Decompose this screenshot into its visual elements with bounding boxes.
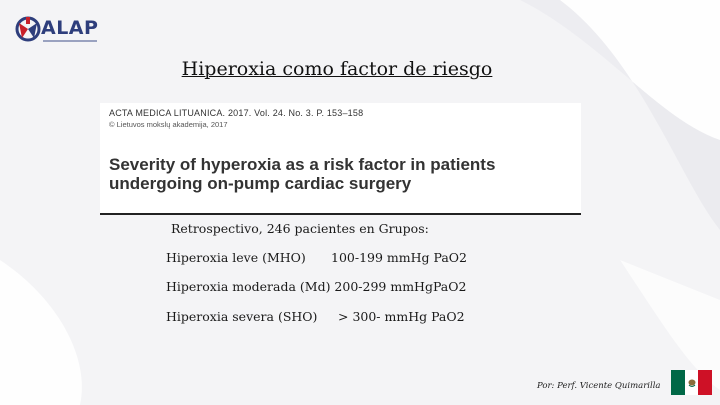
alap-logo-icon bbox=[14, 14, 42, 44]
flag-red-band bbox=[698, 370, 712, 395]
journal-citation: ACTA MEDICA LITUANICA. 2017. Vol. 24. No. 3. P. 153–158 bbox=[109, 108, 364, 118]
severe-hyperoxia-value: > 300- mmHg PaO2 bbox=[338, 309, 465, 324]
severe-hyperoxia-label: Hiperoxia severa (SHO) bbox=[166, 309, 318, 324]
article-header-image bbox=[100, 103, 581, 215]
flag-white-band bbox=[685, 370, 699, 395]
article-divider bbox=[100, 213, 581, 215]
flag-emblem-icon bbox=[685, 370, 699, 395]
mild-hyperoxia-label: Hiperoxia leve (MHO) bbox=[166, 250, 306, 265]
mild-hyperoxia-value: 100-199 mmHg PaO2 bbox=[331, 250, 467, 265]
mexico-flag-icon bbox=[671, 370, 712, 395]
author-credit: Por: Perf. Vicente Quimarilla bbox=[537, 381, 661, 391]
article-title: Severity of hyperoxia as a risk factor in patients undergoing on-pump cardiac surgery bbox=[109, 155, 496, 193]
study-design-line: Retrospectivo, 246 pacientes en Grupos: bbox=[171, 221, 429, 236]
copyright-line: © Lietuvos mokslų akademija, 2017 bbox=[109, 120, 228, 129]
moderate-hyperoxia-line: Hiperoxia moderada (Md) 200-299 mmHgPaO2 bbox=[166, 279, 467, 294]
logo-underline bbox=[43, 40, 97, 42]
slide-title: Hiperoxia como factor de riesgo bbox=[181, 58, 493, 80]
flag-green-band bbox=[671, 370, 685, 395]
logo-text: ALAP bbox=[41, 17, 99, 39]
alap-logo bbox=[14, 14, 99, 46]
